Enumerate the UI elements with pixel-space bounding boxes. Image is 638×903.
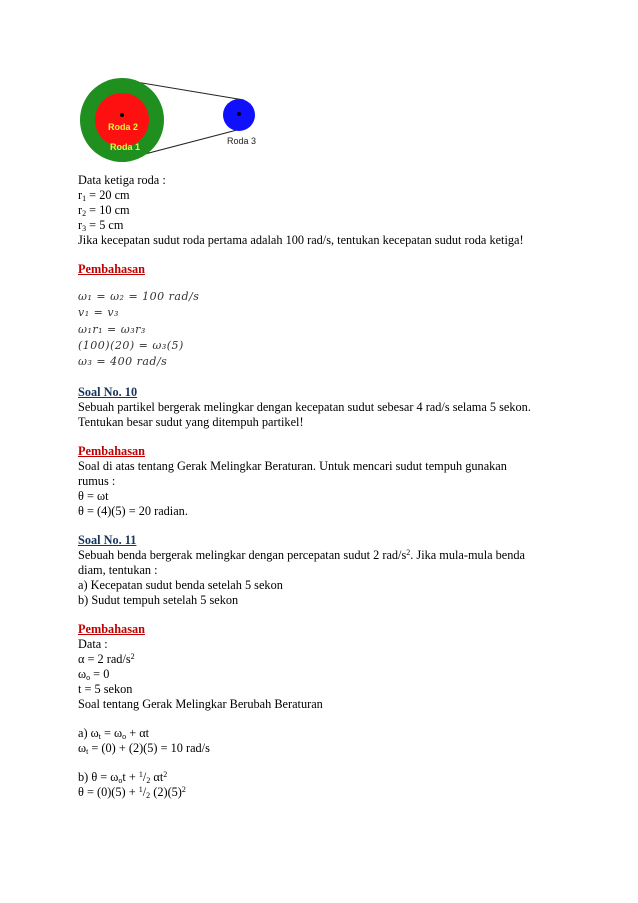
- solution1-eq-3: ω₁r₁ = ω₃r₃: [78, 323, 146, 336]
- soal11-data-title: Data :: [78, 637, 108, 651]
- soal11-omega0: $\omega_o = 0$: [78, 667, 110, 682]
- given-title: Data ketiga roda :: [78, 173, 166, 187]
- soal11-alpha: α = 2 rad/$s^2$: [78, 652, 135, 666]
- solution1-eq-1: ω₁ = ω₂ = 100 rad/s: [78, 290, 200, 303]
- soal11-b1: b) $\theta = \omega_ot + ^1/_2$ $\alpha t^2$: [78, 770, 168, 785]
- soal11-line4: b) Sudut tempuh setelah 5 sekon: [78, 593, 239, 607]
- wheel-2-label: Roda 2: [108, 122, 139, 132]
- soal11-a2: $\omega_t = (0) + (2)(5) = 10$ rad/s: [78, 741, 210, 756]
- soal11-line3: a) Kecepatan sudut benda setelah 5 sekon: [78, 578, 283, 592]
- soal11-line2: diam, tentukan :: [78, 563, 158, 577]
- solution1-eq-5: ω₃ = 400 rad/s: [78, 355, 168, 368]
- soal11-b2: $\theta = (0)(5) + ^1/_2$ $(2)(5)^2$: [78, 785, 186, 800]
- given-r2: $r_2 = 10$ cm: [78, 203, 130, 218]
- soal11-heading: Soal No. 11: [78, 533, 137, 547]
- soal10-sol-line1: Soal di atas tentang Gerak Melingkar Beraturan. Untuk mencari sudut tempuh gunakan: [78, 459, 507, 473]
- soal11-topic: Soal tentang Gerak Melingkar Berubah Beraturan: [78, 697, 323, 711]
- wheel-3-label: Roda 3: [227, 136, 257, 146]
- soal10-sol-line4: θ = (4)(5) = 20 radian.: [78, 504, 188, 518]
- soal11-a1: a) $\omega_t = \omega_o + \alpha t$: [78, 726, 150, 741]
- soal10-sol-heading: Pembahasan: [78, 444, 145, 458]
- wheel-3-center: [237, 112, 241, 116]
- solution1-eq-4: (100)(20) = ω₃(5): [78, 339, 184, 352]
- wheels-figure: [72, 78, 272, 163]
- solution1-heading: Pembahasan: [78, 262, 145, 276]
- soal11-sol-heading: Pembahasan: [78, 622, 145, 636]
- given-question: Jika kecepatan sudut roda pertama adalah 100 rad/s, tentukan kecepatan sudut roda ketiga!: [78, 233, 524, 247]
- wheel-2-center: [120, 113, 124, 117]
- given-r3: $r_3 = 5$ cm: [78, 218, 124, 233]
- soal10-line1: Sebuah partikel bergerak melingkar dengan kecepatan sudut sebesar 4 rad/s selama 5 sekon.: [78, 400, 531, 414]
- soal10-heading: Soal No. 10: [78, 385, 138, 399]
- given-r1: $r_1 = 20$ cm: [78, 188, 130, 203]
- soal11-line1: Sebuah benda bergerak melingkar dengan percepatan sudut 2 rad/$s^2$. Jika mula-mula benda: [78, 548, 526, 562]
- soal10-sol-line3: θ = ωt: [78, 489, 109, 503]
- soal11-t: t = 5 sekon: [78, 682, 133, 696]
- solution1-eq-2: v₁ = v₃: [78, 306, 119, 319]
- wheel-1-label: Roda 1: [110, 142, 141, 152]
- soal10-line2: Tentukan besar sudut yang ditempuh partikel!: [78, 415, 304, 429]
- wheel-2: [95, 93, 149, 147]
- soal10-sol-line2: rumus :: [78, 474, 116, 488]
